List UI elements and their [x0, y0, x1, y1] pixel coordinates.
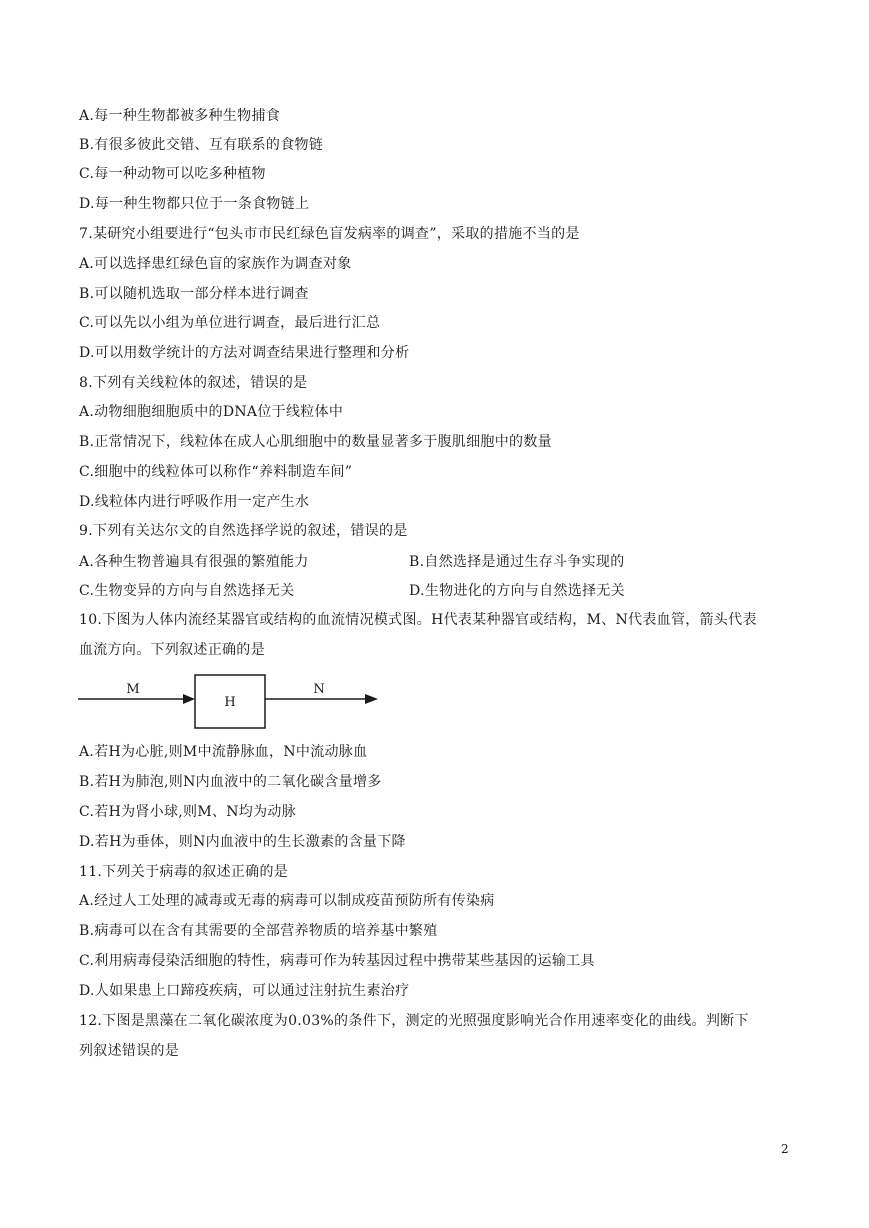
q11-option-a: A.经过人工处理的减毒或无毒的病毒可以制成疫苗预防所有传染病: [79, 893, 495, 909]
vessel-m-arrowhead: [183, 694, 195, 704]
q6-option-d: D.每一种生物都只位于一条食物链上: [79, 196, 310, 212]
q12-stem-line1: 12.下图是黑藻在二氧化碳浓度为0.03%的条件下，测定的光照强度影响光合作用速率变化的曲线。判断下: [79, 1013, 749, 1029]
q10-option-b: B.若H为肺泡,则N内血液中的二氧化碳含量增多: [79, 774, 382, 790]
q9-option-b: B.自然选择是通过生存斗争实现的: [409, 554, 625, 570]
q11-stem: 11.下列关于病毒的叙述正确的是: [79, 864, 289, 880]
q10-option-d: D.若H为垂体，则N内血液中的生长激素的含量下降: [79, 834, 406, 850]
page-number: 2: [781, 1142, 789, 1156]
q7-option-d: D.可以用数学统计的方法对调查结果进行整理和分析: [79, 345, 410, 361]
q12-stem-line2: 列叙述错误的是: [79, 1043, 180, 1059]
q8-option-a: A.动物细胞细胞质中的DNA位于线粒体中: [79, 404, 344, 420]
q10-option-c: C.若H为肾小球,则M、N均为动脉: [79, 804, 297, 820]
vessel-n-arrowhead: [365, 694, 378, 704]
q6-option-c: C.每一种动物可以吃多种植物: [79, 166, 266, 182]
q10-stem-line2: 血流方向。下列叙述正确的是: [79, 642, 265, 658]
q7-option-a: A.可以选择患红绿色盲的家族作为调查对象: [79, 256, 352, 272]
q8-option-b: B.正常情况下，线粒体在成人心肌细胞中的数量显著多于腹肌细胞中的数量: [79, 434, 552, 450]
q7-option-c: C.可以先以小组为单位进行调查，最后进行汇总: [79, 315, 381, 331]
q9-option-c: C.生物变异的方向与自然选择无关: [79, 583, 295, 599]
label-n: N: [313, 682, 325, 697]
q10-option-a: A.若H为心脏,则M中流静脉血，N中流动脉血: [79, 744, 368, 760]
q7-stem: 7.某研究小组要进行“包头市市民红绿色盲发病率的调查”，采取的措施不当的是: [79, 226, 580, 242]
q6-option-b: B.有很多彼此交错、互有联系的食物链: [79, 137, 324, 153]
q7-option-b: B.可以随机选取一部分样本进行调查: [79, 286, 309, 302]
q11-option-b: B.病毒可以在含有其需要的全部营养物质的培养基中繁殖: [79, 923, 438, 939]
q9-option-a: A.各种生物普遍具有很强的繁殖能力: [79, 554, 309, 570]
q11-option-c: C.利用病毒侵染活细胞的特性，病毒可作为转基因过程中携带某些基因的运输工具: [79, 953, 595, 969]
label-m: M: [126, 682, 140, 697]
blood-flow-diagram: [75, 672, 385, 736]
q9-stem: 9.下列有关达尔文的自然选择学说的叙述，错误的是: [79, 523, 408, 539]
q8-option-d: D.线粒体内进行呼吸作用一定产生水: [79, 494, 310, 510]
label-h: H: [224, 695, 236, 710]
q9-option-d: D.生物进化的方向与自然选择无关: [409, 583, 625, 599]
q11-option-d: D.人如果患上口蹄疫疾病，可以通过注射抗生素治疗: [79, 983, 410, 999]
q8-option-c: C.细胞中的线粒体可以称作“养料制造车间”: [79, 464, 353, 480]
q10-stem-line1: 10.下图为人体内流经某器官或结构的血流情况模式图。H代表某种器官或结构，M、N代表血管，箭头代表: [79, 612, 757, 628]
q6-option-a: A.每一种生物都被多种生物捕食: [79, 108, 281, 124]
q8-stem: 8.下列有关线粒体的叙述，错误的是: [79, 375, 308, 391]
